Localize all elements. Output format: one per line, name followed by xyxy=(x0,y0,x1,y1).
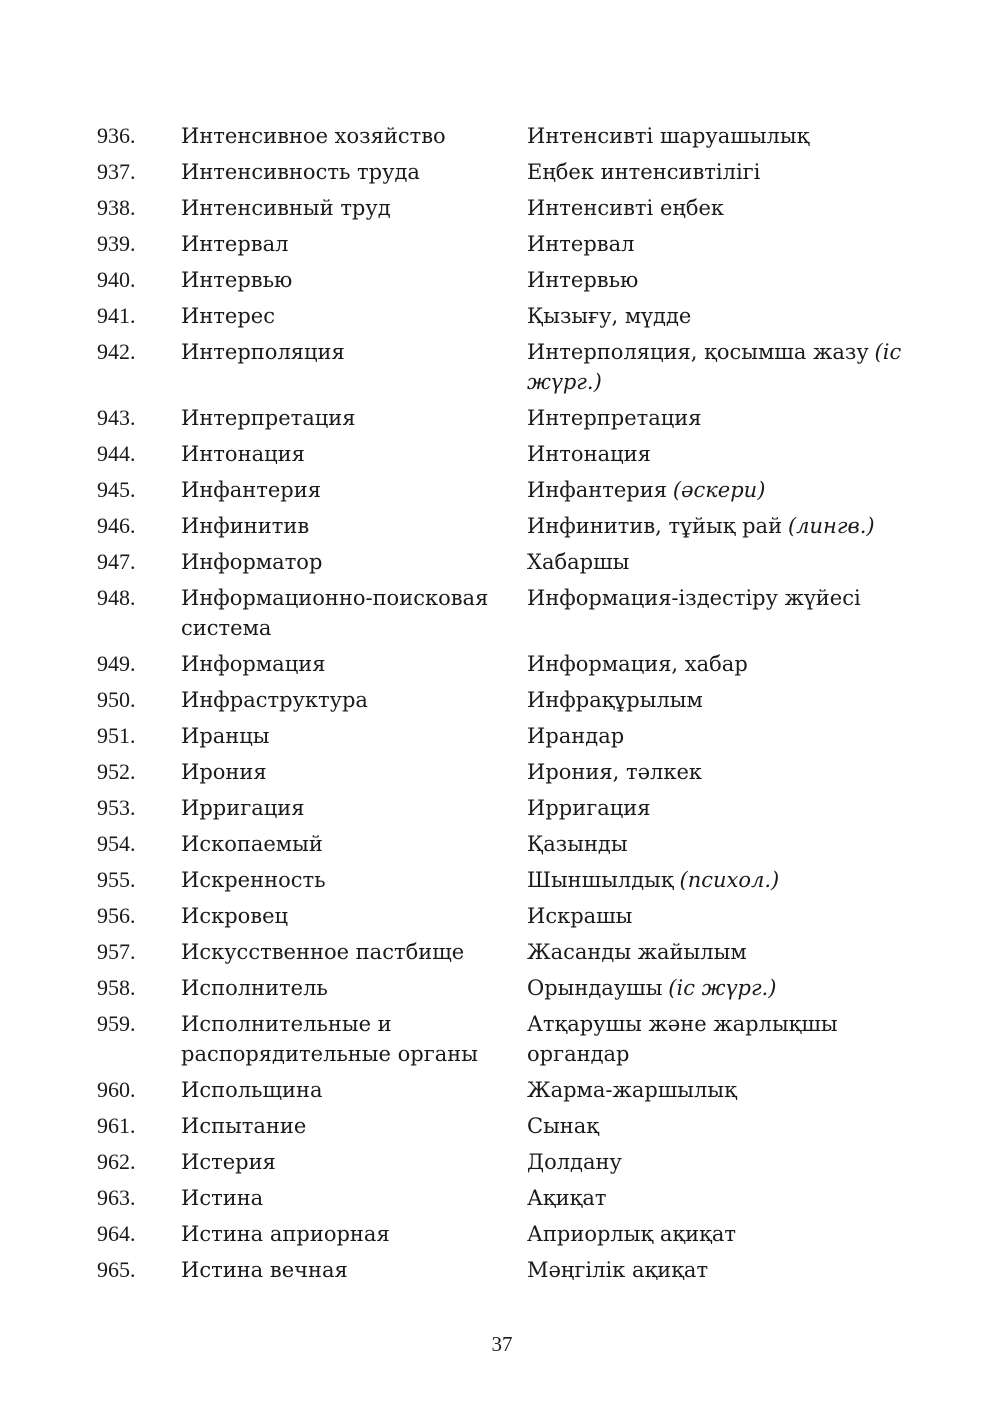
entry-number: 948. xyxy=(97,585,136,610)
russian-term: Испольщина xyxy=(181,1078,323,1102)
kazakh-term: Ирригация xyxy=(527,796,651,820)
entry-number: 940. xyxy=(97,267,136,292)
kazakh-term: Инфинитив, тұйық рай xyxy=(527,514,783,538)
russian-term: Ископаемый xyxy=(181,832,323,856)
entry-number: 958. xyxy=(97,975,136,1000)
glossary-entry xyxy=(97,1183,917,1213)
glossary-entry xyxy=(97,1147,917,1177)
kazakh-translation xyxy=(527,1009,917,1069)
kazakh-translation xyxy=(527,1147,917,1177)
kazakh-translation xyxy=(527,1111,917,1141)
kazakh-translation xyxy=(527,121,917,151)
russian-term: Инфинитив xyxy=(181,514,310,538)
glossary-table xyxy=(97,121,917,1291)
russian-term: Искусственное пастбище xyxy=(181,940,465,964)
kazakh-term: Интервал xyxy=(527,232,635,256)
entry-number: 952. xyxy=(97,759,136,784)
entry-number: 961. xyxy=(97,1113,136,1138)
russian-term: Испытание xyxy=(181,1114,307,1138)
kazakh-term: Атқарушы және жарлықшы органдар xyxy=(527,1012,838,1066)
glossary-entry xyxy=(97,547,917,577)
glossary-entry xyxy=(97,1219,917,1249)
kazakh-term: Қызығу, мүдде xyxy=(527,304,692,328)
russian-term: Истина вечная xyxy=(181,1258,348,1282)
entry-number: 953. xyxy=(97,795,136,820)
glossary-entry xyxy=(97,649,917,679)
glossary-entry xyxy=(97,865,917,895)
glossary-entry xyxy=(97,439,917,469)
kazakh-term: Интонация xyxy=(527,442,651,466)
glossary-entry xyxy=(97,829,917,859)
russian-term: Интенсивность труда xyxy=(181,160,420,184)
kazakh-term: Орындаушы xyxy=(527,976,663,1000)
kazakh-term: Қазынды xyxy=(527,832,628,856)
glossary-entry xyxy=(97,475,917,505)
page-number: 37 xyxy=(491,1332,513,1356)
kazakh-translation xyxy=(527,937,917,967)
kazakh-translation xyxy=(527,793,917,823)
glossary-entry xyxy=(97,901,917,931)
kazakh-term: Интервью xyxy=(527,268,639,292)
usage-note: (психол.) xyxy=(679,868,780,892)
kazakh-translation xyxy=(527,1183,917,1213)
russian-term: Иранцы xyxy=(181,724,270,748)
kazakh-term: Интенсивті шаруашылық xyxy=(527,124,810,148)
kazakh-translation xyxy=(527,157,917,187)
russian-term: Истина априорная xyxy=(181,1222,390,1246)
glossary-entry xyxy=(97,793,917,823)
kazakh-term: Априорлық ақиқат xyxy=(527,1222,736,1246)
russian-term: Инфантерия xyxy=(181,478,321,502)
glossary-entry xyxy=(97,1111,917,1141)
kazakh-term: Жарма-жаршылық xyxy=(527,1078,737,1102)
russian-term: Искровец xyxy=(181,904,289,928)
russian-term: Информационно-поисковая система xyxy=(181,586,489,640)
russian-term: Интервал xyxy=(181,232,289,256)
kazakh-translation xyxy=(527,337,917,397)
entry-number: 944. xyxy=(97,441,136,466)
glossary-entry xyxy=(97,1075,917,1105)
entry-number: 955. xyxy=(97,867,136,892)
kazakh-translation xyxy=(527,1219,917,1249)
entry-number: 943. xyxy=(97,405,136,430)
russian-term: Интервью xyxy=(181,268,293,292)
glossary-entry xyxy=(97,337,917,397)
usage-note: (әскери) xyxy=(672,478,766,502)
kazakh-translation xyxy=(527,973,917,1003)
kazakh-translation xyxy=(527,193,917,223)
kazakh-term: Информация, хабар xyxy=(527,652,748,676)
kazakh-translation xyxy=(527,229,917,259)
kazakh-translation xyxy=(527,649,917,679)
glossary-entry xyxy=(97,157,917,187)
russian-term: Ирригация xyxy=(181,796,305,820)
russian-term: Информация xyxy=(181,652,326,676)
entry-number: 960. xyxy=(97,1077,136,1102)
entry-number: 964. xyxy=(97,1221,136,1246)
glossary-entry xyxy=(97,193,917,223)
kazakh-term: Ирандар xyxy=(527,724,625,748)
kazakh-term: Интерполяция, қосымша жазу xyxy=(527,340,869,364)
russian-term: Инфраструктура xyxy=(181,688,368,712)
entry-number: 954. xyxy=(97,831,136,856)
entry-number: 965. xyxy=(97,1257,136,1282)
glossary-entry xyxy=(97,121,917,151)
kazakh-translation xyxy=(527,265,917,295)
entry-number: 957. xyxy=(97,939,136,964)
kazakh-translation xyxy=(527,475,917,505)
kazakh-translation xyxy=(527,301,917,331)
entry-number: 947. xyxy=(97,549,136,574)
entry-number: 941. xyxy=(97,303,136,328)
usage-note: (іс жүрг.) xyxy=(668,976,777,1000)
kazakh-term: Искрашы xyxy=(527,904,633,928)
entry-number: 956. xyxy=(97,903,136,928)
glossary-entry xyxy=(97,685,917,715)
kazakh-translation xyxy=(527,685,917,715)
glossary-entry xyxy=(97,265,917,295)
kazakh-term: Еңбек интенсивтілігі xyxy=(527,160,761,184)
russian-term: Искренность xyxy=(181,868,326,892)
kazakh-translation xyxy=(527,547,917,577)
glossary-entry xyxy=(97,1009,917,1069)
glossary-entry xyxy=(97,757,917,787)
kazakh-term: Хабаршы xyxy=(527,550,630,574)
glossary-entry xyxy=(97,511,917,541)
glossary-entry xyxy=(97,403,917,433)
russian-term: Истерия xyxy=(181,1150,276,1174)
kazakh-term: Сынақ xyxy=(527,1114,600,1138)
russian-term: Исполнительные и распорядительные органы xyxy=(181,1012,478,1066)
russian-term: Интерес xyxy=(181,304,275,328)
kazakh-translation xyxy=(527,583,917,613)
usage-note: (іс жүрг.) xyxy=(527,340,902,394)
kazakh-translation xyxy=(527,757,917,787)
kazakh-translation xyxy=(527,721,917,751)
entry-number: 959. xyxy=(97,1011,136,1036)
kazakh-translation xyxy=(527,511,917,541)
glossary-entry xyxy=(97,973,917,1003)
kazakh-translation xyxy=(527,865,917,895)
russian-term: Интерполяция xyxy=(181,340,345,364)
kazakh-term: Жасанды жайылым xyxy=(527,940,747,964)
russian-term: Интонация xyxy=(181,442,305,466)
entry-number: 962. xyxy=(97,1149,136,1174)
entry-number: 938. xyxy=(97,195,136,220)
russian-term: Информатор xyxy=(181,550,323,574)
kazakh-term: Интенсивті еңбек xyxy=(527,196,725,220)
glossary-entry xyxy=(97,721,917,751)
entry-number: 950. xyxy=(97,687,136,712)
entry-number: 951. xyxy=(97,723,136,748)
entry-number: 949. xyxy=(97,651,136,676)
russian-term: Ирония xyxy=(181,760,267,784)
entry-number: 963. xyxy=(97,1185,136,1210)
russian-term: Интерпретация xyxy=(181,406,356,430)
glossary-entry xyxy=(97,1255,917,1285)
kazakh-translation xyxy=(527,439,917,469)
kazakh-translation xyxy=(527,901,917,931)
kazakh-term: Долдану xyxy=(527,1150,622,1174)
kazakh-translation xyxy=(527,829,917,859)
usage-note: (лингв.) xyxy=(787,514,875,538)
kazakh-translation xyxy=(527,1255,917,1285)
glossary-entry xyxy=(97,937,917,967)
russian-term: Интенсивное хозяйство xyxy=(181,124,446,148)
kazakh-term: Интерпретация xyxy=(527,406,702,430)
kazakh-term: Ақиқат xyxy=(527,1186,607,1210)
entry-number: 939. xyxy=(97,231,136,256)
glossary-entry xyxy=(97,301,917,331)
glossary-entry xyxy=(97,583,917,643)
russian-term: Интенсивный труд xyxy=(181,196,391,220)
kazakh-term: Шыншылдық xyxy=(527,868,674,892)
entry-number: 942. xyxy=(97,339,136,364)
entry-number: 946. xyxy=(97,513,136,538)
entry-number: 945. xyxy=(97,477,136,502)
russian-term: Истина xyxy=(181,1186,264,1210)
kazakh-translation xyxy=(527,403,917,433)
kazakh-term: Информация-іздестіру жүйесі xyxy=(527,586,861,610)
russian-term: Исполнитель xyxy=(181,976,328,1000)
kazakh-term: Мәңгілік ақиқат xyxy=(527,1258,709,1282)
kazakh-translation xyxy=(527,1075,917,1105)
glossary-entry xyxy=(97,229,917,259)
entry-number: 936. xyxy=(97,123,136,148)
kazakh-term: Ирония, тәлкек xyxy=(527,760,703,784)
entry-number: 937. xyxy=(97,159,136,184)
kazakh-term: Инфрақұрылым xyxy=(527,688,703,712)
kazakh-term: Инфантерия xyxy=(527,478,667,502)
